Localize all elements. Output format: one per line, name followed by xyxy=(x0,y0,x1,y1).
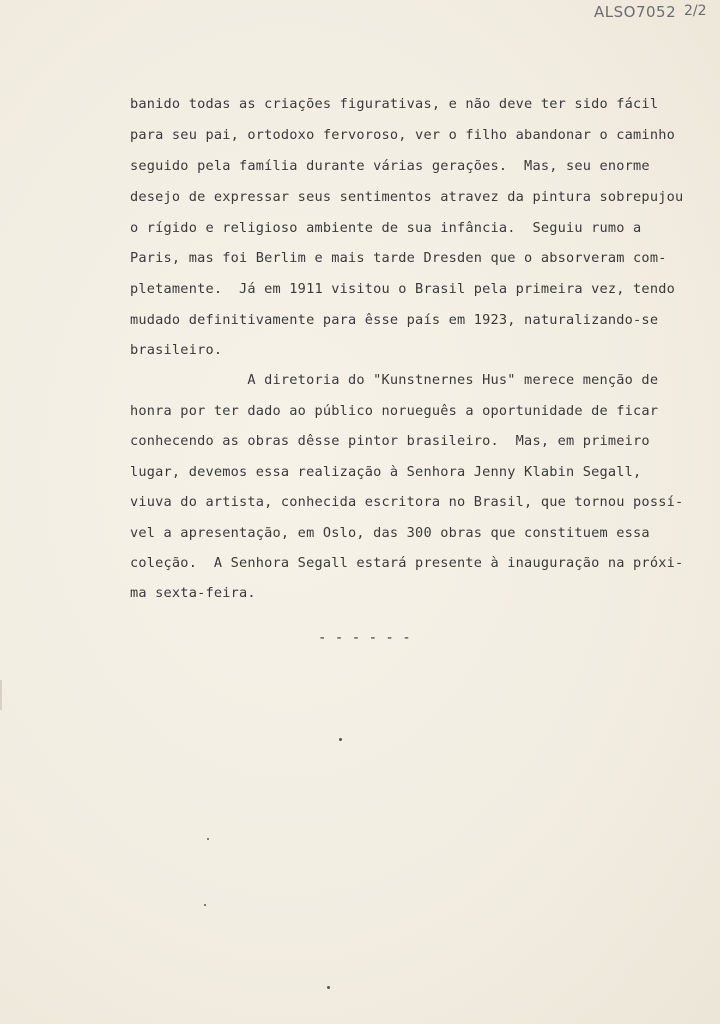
paper-speck xyxy=(207,838,209,840)
body-line: mudado definitivamente para êsse país em 1923, naturalizando-se xyxy=(130,312,659,328)
body-line: para seu pai, ortodoxo fervoroso, ver o filho abandonar o caminho xyxy=(130,127,675,143)
paper-speck xyxy=(339,738,342,741)
body-line: coleção. A Senhora Segall estará presente à inauguração na próxi- xyxy=(130,555,684,571)
body-line: A diretoria do "Kunstnernes Hus" merece menção de xyxy=(130,372,659,388)
body-line: conhecendo as obras dêsse pintor brasileiro. Mas, em primeiro xyxy=(130,433,650,449)
page-number: 2/2 xyxy=(684,3,707,19)
body-line: vel a apresentação, em Oslo, das 300 obras que constituem essa xyxy=(130,525,650,541)
body-line: ma sexta-feira. xyxy=(130,585,256,601)
body-line: Paris, mas foi Berlim e mais tarde Dresden que o absorveram com- xyxy=(130,250,667,266)
paper-edge-mark xyxy=(0,680,2,710)
body-line: viuva do artista, conhecida escritora no Brasil, que tornou possí- xyxy=(130,494,684,510)
body-line: brasileiro. xyxy=(130,342,223,358)
body-line: pletamente. Já em 1911 visitou o Brasil pela primeira vez, tendo xyxy=(130,281,675,297)
body-line: desejo de expressar seus sentimentos atravez da pintura sobrepujou xyxy=(130,189,684,205)
paper-speck xyxy=(327,986,330,989)
archive-code: ALSO7052 xyxy=(594,3,677,21)
body-line: seguido pela família durante várias gerações. Mas, seu enorme xyxy=(130,158,650,174)
body-line: honra por ter dado ao público norueguês a oportunidade de ficar xyxy=(130,403,659,419)
section-divider: - - - - - - xyxy=(318,630,411,646)
body-line: lugar, devemos essa realização à Senhora Jenny Klabin Segall, xyxy=(130,464,642,480)
body-line: o rígido e religioso ambiente de sua infância. Seguiu rumo a xyxy=(130,220,642,236)
paper-speck xyxy=(204,904,206,906)
body-line: banido todas as criações figurativas, e não deve ter sido fácil xyxy=(130,96,659,112)
